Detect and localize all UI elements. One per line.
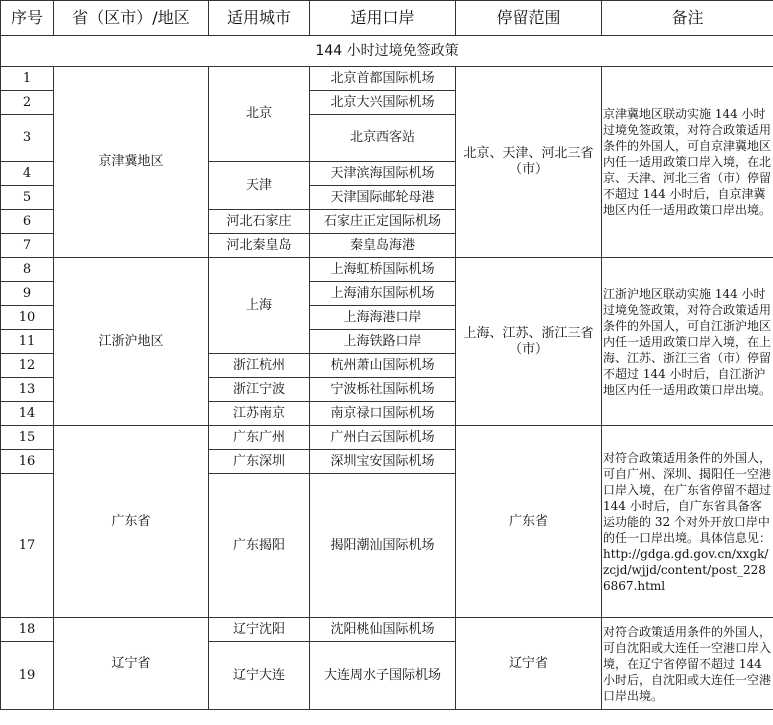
- city-cell: 上海: [209, 258, 310, 354]
- policy-row: [1, 36, 773, 67]
- port-cell: 南京禄口国际机场: [310, 402, 456, 426]
- city-cell: 辽宁沈阳: [209, 618, 310, 642]
- stay-cell: 广东省: [456, 426, 602, 618]
- port-cell: 广州白云国际机场: [310, 426, 456, 450]
- row-number: 5: [1, 186, 54, 210]
- row-number: 15: [1, 426, 54, 450]
- city-cell: 天津: [209, 162, 310, 210]
- port-cell: 上海海港口岸: [310, 306, 456, 330]
- row-number: 4: [1, 162, 54, 186]
- region-cell: 江浙沪地区: [54, 258, 209, 426]
- city-cell: 广东深圳: [209, 450, 310, 474]
- header-index: 序号: [1, 1, 54, 36]
- row-number: 18: [1, 618, 54, 642]
- row-number: 17: [1, 474, 54, 618]
- header-city: 适用城市: [209, 1, 310, 36]
- header-region: 省（区市）/地区: [54, 1, 209, 36]
- port-cell: 石家庄正定国际机场: [310, 210, 456, 234]
- port-cell: 北京大兴国际机场: [310, 91, 456, 115]
- header-remarks: 备注: [602, 1, 773, 36]
- row-number: 3: [1, 115, 54, 162]
- port-cell: 沈阳桃仙国际机场: [310, 618, 456, 642]
- table-row: [1, 618, 773, 642]
- city-cell: 浙江杭州: [209, 354, 310, 378]
- city-cell: 浙江宁波: [209, 378, 310, 402]
- row-number: 8: [1, 258, 54, 282]
- policy-title: 144 小时过境免签政策: [1, 36, 773, 67]
- stay-cell: 上海、江苏、浙江三省（市）: [456, 258, 602, 426]
- row-number: 10: [1, 306, 54, 330]
- city-cell: 河北石家庄: [209, 210, 310, 234]
- region-cell: 辽宁省: [54, 618, 209, 710]
- row-number: 11: [1, 330, 54, 354]
- header-stay-scope: 停留范围: [456, 1, 602, 36]
- header-port: 适用口岸: [310, 1, 456, 36]
- city-cell: 江苏南京: [209, 402, 310, 426]
- port-cell: 杭州萧山国际机场: [310, 354, 456, 378]
- row-number: 14: [1, 402, 54, 426]
- header-row: [1, 1, 773, 36]
- row-number: 9: [1, 282, 54, 306]
- note-cell: 京津冀地区联动实施 144 小时过境免签政策，对符合政策适用条件的外国人，可自京津冀地区内任一适用政策口岸入境，在北京、天津、河北三省（市）停留不超过 144 小时后，自京津冀地区内任一适用政策口岸出境。: [602, 67, 773, 258]
- table-row: [1, 67, 773, 91]
- port-cell: 宁波栎社国际机场: [310, 378, 456, 402]
- port-cell: 天津国际邮轮母港: [310, 186, 456, 210]
- row-number: 6: [1, 210, 54, 234]
- stay-cell: 辽宁省: [456, 618, 602, 710]
- row-number: 13: [1, 378, 54, 402]
- port-cell: 揭阳潮汕国际机场: [310, 474, 456, 618]
- city-cell: 广东揭阳: [209, 474, 310, 618]
- port-cell: 大连周水子国际机场: [310, 642, 456, 710]
- note-cell: 对符合政策适用条件的外国人，可自沈阳或大连任一空港口岸入境，在辽宁省停留不超过 144 小时后，自沈阳或大连任一空港口岸出境。: [602, 618, 773, 710]
- city-cell: 广东广州: [209, 426, 310, 450]
- note-cell: 江浙沪地区联动实施 144 小时过境免签政策，对符合政策适用条件的外国人，可自江浙沪地区内任一适用政策口岸入境，在上海、江苏、浙江三省（市）停留不超过 144 小时后，自江浙沪地区内任一适用政策口岸出境。: [602, 258, 773, 426]
- row-number: 2: [1, 91, 54, 115]
- port-cell: 上海铁路口岸: [310, 330, 456, 354]
- row-number: 12: [1, 354, 54, 378]
- row-number: 16: [1, 450, 54, 474]
- port-cell: 上海虹桥国际机场: [310, 258, 456, 282]
- city-cell: 河北秦皇岛: [209, 234, 310, 258]
- port-cell: 北京首都国际机场: [310, 67, 456, 91]
- stay-cell: 北京、天津、河北三省（市）: [456, 67, 602, 258]
- port-cell: 秦皇岛海港: [310, 234, 456, 258]
- row-number: 7: [1, 234, 54, 258]
- city-cell: 辽宁大连: [209, 642, 310, 710]
- table-row: [1, 426, 773, 450]
- table-row: [1, 258, 773, 282]
- city-cell: 北京: [209, 67, 310, 162]
- row-number: 19: [1, 642, 54, 710]
- port-cell: 上海浦东国际机场: [310, 282, 456, 306]
- port-cell: 北京西客站: [310, 115, 456, 162]
- port-cell: 天津滨海国际机场: [310, 162, 456, 186]
- row-number: 1: [1, 67, 54, 91]
- port-cell: 深圳宝安国际机场: [310, 450, 456, 474]
- region-cell: 京津冀地区: [54, 67, 209, 258]
- region-cell: 广东省: [54, 426, 209, 618]
- note-cell: 对符合政策适用条件的外国人，可自广州、深圳、揭阳任一空港口岸入境，在广东省停留不超过 144 小时后，自广东省具备客运功能的 32 个对外开放口岸中的任一口岸出境。具体信息见：http://gdga.gd.gov.cn/xxgk/zcjd/wjjd/content/post_2286867.html: [602, 426, 773, 618]
